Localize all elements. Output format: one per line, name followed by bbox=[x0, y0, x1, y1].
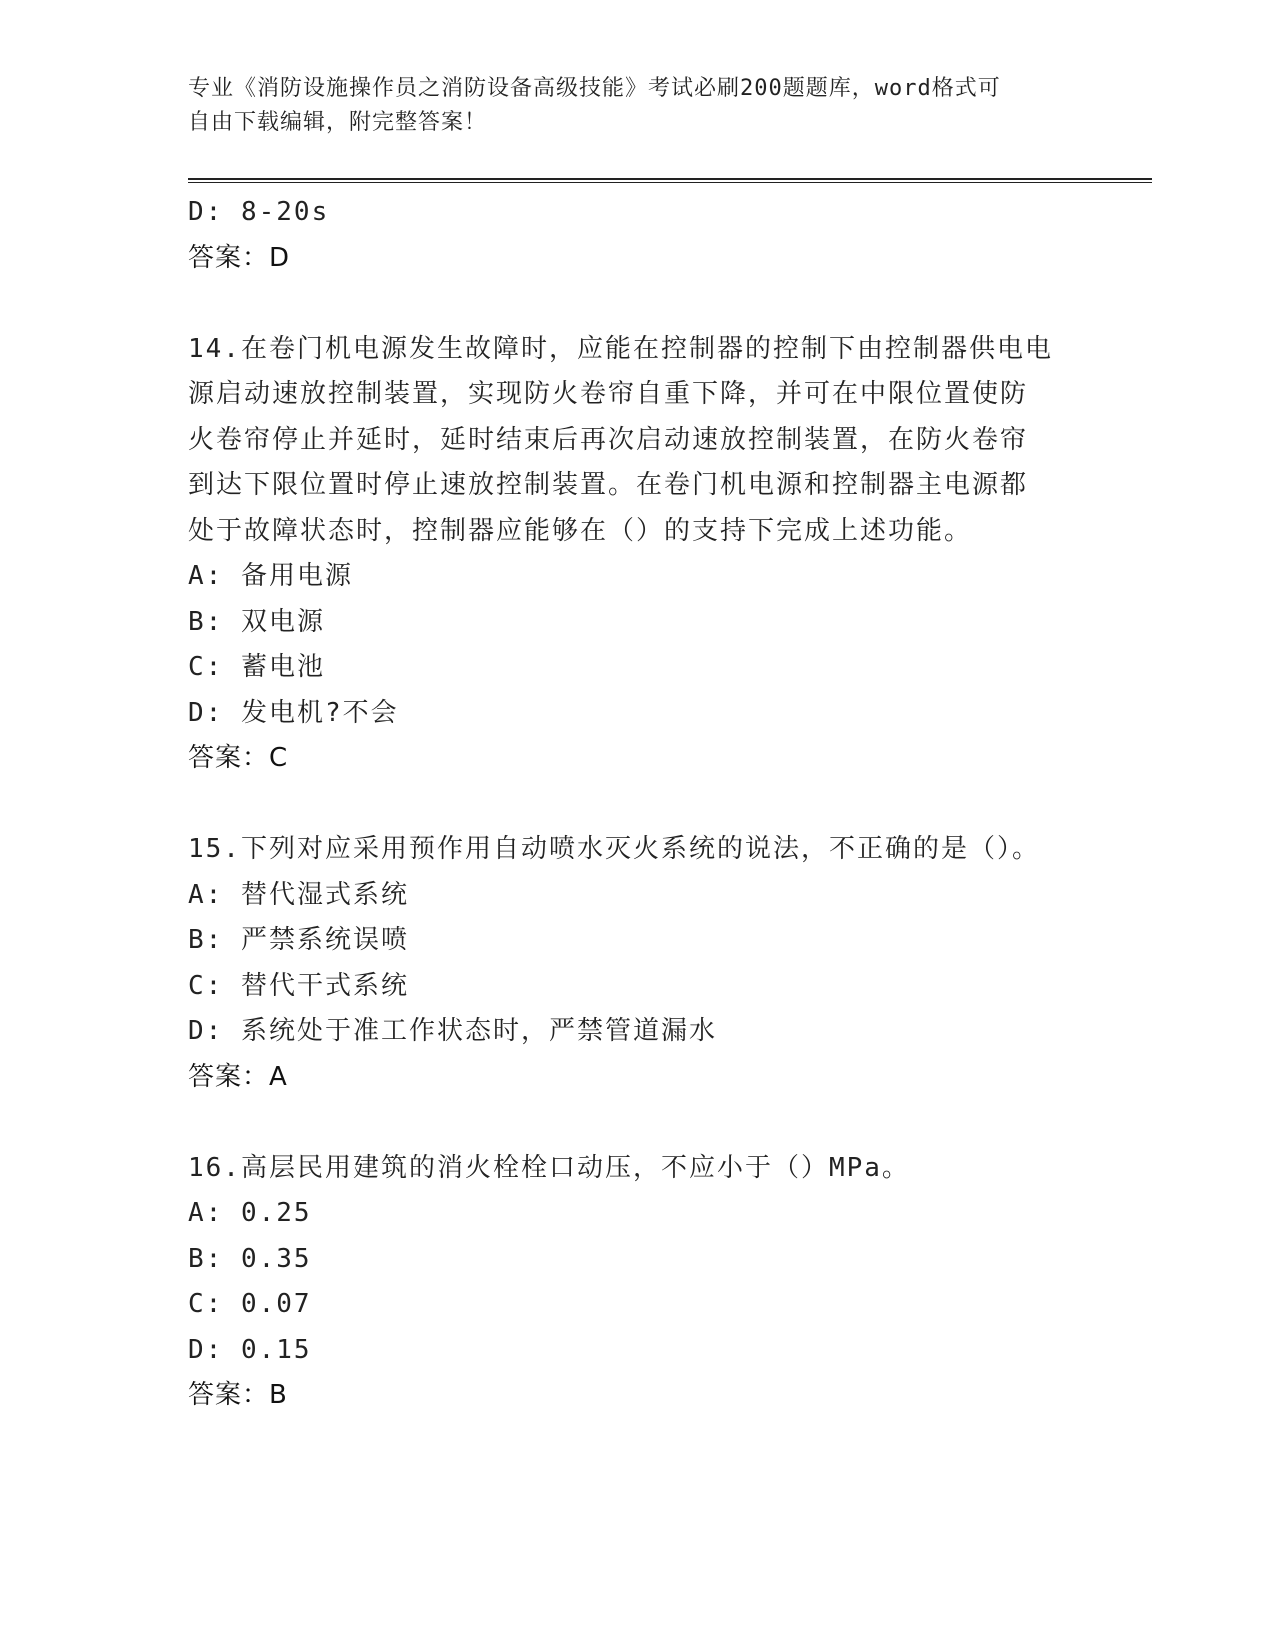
question-stem: 15.下列对应采用预作用自动喷水灭火系统的说法，不正确的是（）。 bbox=[188, 834, 1040, 864]
previous-question-tail bbox=[188, 190, 1088, 281]
header-title-line-1: 专业《消防设施操作员之消防设备高级技能》考试必刷200题题库，word格式可 bbox=[188, 76, 1001, 101]
option-c: C: 蓄电池 bbox=[188, 652, 325, 682]
header-divider bbox=[188, 178, 1152, 183]
question-stem-line: 火卷帘停止并延时，延时结束后再次启动速放控制装置，在防火卷帘 bbox=[188, 424, 1029, 455]
option-b: B: 严禁系统误喷 bbox=[188, 925, 409, 955]
option-d: D: 发电机?不会 bbox=[188, 697, 399, 728]
option-b: B: 双电源 bbox=[188, 606, 325, 637]
spacer bbox=[188, 1100, 1088, 1146]
question-content bbox=[188, 190, 1088, 1419]
option-a: A: 备用电源 bbox=[188, 561, 353, 591]
question-16 bbox=[188, 1146, 1088, 1419]
question-15 bbox=[188, 827, 1088, 1100]
answer-label: 答案：C bbox=[188, 743, 289, 773]
document-header bbox=[188, 72, 1088, 140]
answer-label: 答案：D bbox=[188, 242, 291, 273]
answer-label: 答案：A bbox=[188, 1061, 288, 1092]
question-stem-line: 源启动速放控制装置，实现防火卷帘自重下降，并可在中限位置使防 bbox=[188, 379, 1029, 409]
option-a: A: 0.25 bbox=[188, 1198, 312, 1228]
question-stem-line: 到达下限位置时停止速放控制装置。在卷门机电源和控制器主电源都 bbox=[188, 470, 1029, 500]
answer-label: 答案：B bbox=[188, 1380, 288, 1410]
header-title-line-2: 自由下载编辑，附完整答案！ bbox=[188, 110, 488, 135]
option-c: C: 替代干式系统 bbox=[188, 970, 409, 1001]
option-c: C: 0.07 bbox=[188, 1289, 312, 1319]
spacer bbox=[188, 782, 1088, 828]
option-a: A: 替代湿式系统 bbox=[188, 879, 409, 910]
option-d: D: 0.15 bbox=[188, 1334, 312, 1365]
question-14 bbox=[188, 327, 1088, 782]
question-stem-line: 处于故障状态时，控制器应能够在（）的支持下完成上述功能。 bbox=[188, 515, 973, 546]
option-d: D: 系统处于准工作状态时，严禁管道漏水 bbox=[188, 1016, 717, 1046]
option-b: B: 0.35 bbox=[188, 1243, 312, 1274]
question-stem-line: 14.在卷门机电源发生故障时，应能在控制器的控制下由控制器供电电 bbox=[188, 333, 1053, 364]
question-stem: 16.高层民用建筑的消火栓栓口动压，不应小于（）MPa。 bbox=[188, 1152, 910, 1183]
spacer bbox=[188, 281, 1088, 327]
option-d: D: 8-20s bbox=[188, 197, 330, 227]
